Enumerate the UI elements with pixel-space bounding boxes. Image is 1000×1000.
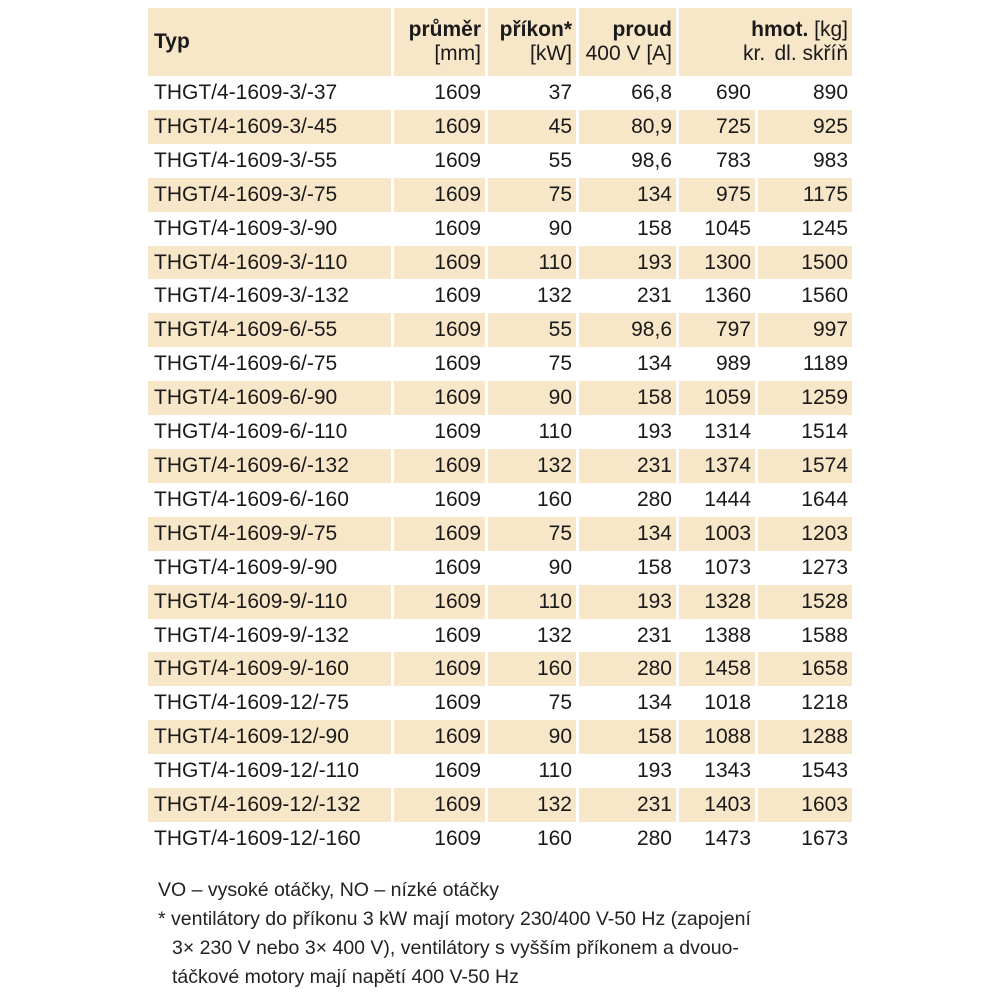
header-hmot-unit: [kg]	[814, 18, 849, 41]
cell-dl: 1673	[801, 826, 849, 850]
cell-kr: 1403	[679, 788, 755, 822]
cell-proud: 280	[636, 826, 672, 850]
table-row	[148, 279, 852, 313]
cell-prumer: 1609	[434, 420, 481, 444]
cell-proud: 158	[579, 381, 676, 415]
cell-prumer: 1609	[394, 652, 485, 686]
cell-proud: 280	[636, 487, 672, 511]
cell-dl: 1658	[758, 652, 852, 686]
cell-kr: 1073	[704, 555, 751, 579]
cell-prumer: 1609	[394, 246, 485, 280]
cell-dl: 1288	[758, 720, 852, 754]
cell-prikon: 110	[488, 585, 576, 619]
cell-dl: 1543	[801, 759, 849, 783]
cell-dl: 890	[812, 81, 849, 104]
cell-proud: 158	[636, 216, 672, 240]
cell-dl: 1644	[801, 487, 849, 511]
header-prumer-title: průměr	[408, 18, 481, 41]
table-row	[148, 313, 852, 347]
cell-kr: 1059	[679, 381, 755, 415]
cell-prikon: 160	[536, 487, 572, 511]
cell-prumer: 1609	[434, 81, 481, 104]
footnote-line-2: * ventilátory do příkonu 3 kW mají motory 230/400 V-50 Hz (zapojení	[158, 908, 751, 930]
cell-prumer: 1609	[394, 788, 485, 822]
header-prikon	[488, 8, 576, 76]
header-hmot-title: hmot.	[751, 18, 809, 41]
cell-proud: 134	[579, 178, 676, 212]
cell-prikon: 132	[488, 788, 576, 822]
header-hmot	[679, 8, 852, 76]
cell-dl: 925	[758, 110, 852, 144]
footnote-line-1: VO – vysoké otáčky, NO – nízké otáčky	[158, 879, 500, 901]
footnote-line-4: táčkové motory mají napětí 400 V-50 Hz	[172, 966, 519, 988]
footnotes	[158, 876, 878, 992]
cell-prumer: 1609	[394, 720, 485, 754]
table-row	[148, 686, 852, 720]
table-row	[148, 212, 852, 246]
cell-dl: 1273	[801, 555, 849, 579]
cell-kr: 1088	[679, 720, 755, 754]
cell-dl: 1574	[758, 449, 852, 483]
cell-typ: THGT/4-1609-6/-132	[148, 449, 391, 483]
cell-prumer: 1609	[394, 517, 485, 551]
cell-proud: 134	[636, 691, 672, 715]
cell-typ: THGT/4-1609-12/-132	[148, 788, 391, 822]
cell-kr: 989	[715, 352, 751, 376]
cell-kr: 1388	[704, 623, 751, 647]
cell-proud: 280	[579, 652, 676, 686]
table-row	[148, 110, 852, 144]
cell-prumer: 1609	[434, 826, 481, 850]
cell-typ: THGT/4-1609-3/-37	[154, 81, 338, 104]
table-row	[148, 246, 852, 280]
header-typ: Typ	[148, 8, 391, 76]
cell-proud: 158	[636, 555, 672, 579]
table-row	[148, 788, 852, 822]
cell-dl: 1259	[758, 381, 852, 415]
cell-typ: THGT/4-1609-12/-160	[154, 826, 361, 850]
cell-prikon: 55	[488, 313, 576, 347]
cell-proud: 98,6	[631, 148, 672, 172]
table-row	[148, 178, 852, 212]
cell-prikon: 90	[488, 720, 576, 754]
cell-prikon: 132	[536, 284, 572, 308]
cell-proud: 193	[636, 759, 672, 783]
cell-proud: 98,6	[579, 313, 676, 347]
header-hmot-kr: kr.	[743, 42, 766, 65]
cell-typ: THGT/4-1609-3/-75	[148, 178, 391, 212]
cell-typ: THGT/4-1609-9/-90	[154, 555, 338, 579]
cell-typ: THGT/4-1609-3/-132	[154, 284, 349, 308]
cell-prumer: 1609	[434, 148, 481, 172]
cell-kr: 1300	[679, 246, 755, 280]
cell-prikon: 160	[488, 652, 576, 686]
cell-prumer: 1609	[394, 178, 485, 212]
table-row	[148, 652, 852, 686]
cell-prumer: 1609	[394, 585, 485, 619]
table-row	[148, 483, 852, 517]
cell-kr: 690	[715, 81, 751, 104]
cell-prikon: 90	[548, 555, 572, 579]
table-row	[148, 76, 852, 110]
cell-prumer: 1609	[434, 487, 481, 511]
table-row	[148, 585, 852, 619]
cell-prumer: 1609	[434, 216, 481, 240]
cell-proud: 231	[579, 449, 676, 483]
table-row	[148, 415, 852, 449]
header-proud-title: proud	[612, 18, 672, 41]
cell-prumer: 1609	[434, 759, 481, 783]
header-prumer	[394, 8, 485, 76]
table-row	[148, 517, 852, 551]
cell-kr: 1360	[704, 284, 751, 308]
cell-dl: 1218	[801, 691, 849, 715]
table-row	[148, 720, 852, 754]
cell-typ: THGT/4-1609-9/-75	[148, 517, 391, 551]
footnote-line-3: 3× 230 V nebo 3× 400 V), ventilátory s vyšším příkonem a dvouo-	[172, 937, 739, 959]
cell-prumer: 1609	[394, 449, 485, 483]
cell-prumer: 1609	[394, 313, 485, 347]
cell-dl: 1514	[801, 420, 849, 444]
cell-kr: 1314	[704, 420, 751, 444]
cell-dl: 1528	[758, 585, 852, 619]
cell-kr: 1018	[704, 691, 751, 715]
cell-typ: THGT/4-1609-9/-110	[148, 585, 391, 619]
cell-proud: 193	[579, 246, 676, 280]
cell-typ: THGT/4-1609-3/-90	[154, 216, 338, 240]
cell-dl: 1245	[801, 216, 849, 240]
cell-proud: 80,9	[579, 110, 676, 144]
header-prumer-unit: [mm]	[434, 42, 481, 65]
cell-prumer: 1609	[434, 352, 481, 376]
cell-typ: THGT/4-1609-9/-132	[154, 623, 349, 647]
cell-typ: THGT/4-1609-6/-160	[154, 487, 349, 511]
cell-proud: 134	[579, 517, 676, 551]
cell-prikon: 160	[536, 826, 572, 850]
cell-proud: 193	[636, 420, 672, 444]
spec-table-container	[148, 8, 852, 856]
header-prikon-unit: [kW]	[530, 42, 572, 65]
table-row	[148, 754, 852, 788]
cell-typ: THGT/4-1609-3/-45	[148, 110, 391, 144]
cell-kr: 1444	[704, 487, 751, 511]
cell-typ: THGT/4-1609-12/-90	[148, 720, 391, 754]
cell-typ: THGT/4-1609-3/-110	[148, 246, 391, 280]
cell-dl: 1588	[801, 623, 849, 647]
table-row	[148, 381, 852, 415]
cell-proud: 231	[636, 623, 672, 647]
header-prikon-title: příkon*	[499, 18, 572, 41]
cell-kr: 797	[679, 313, 755, 347]
cell-prikon: 132	[488, 449, 576, 483]
cell-prikon: 75	[548, 691, 572, 715]
cell-proud: 158	[579, 720, 676, 754]
cell-kr: 1343	[704, 759, 751, 783]
cell-prikon: 37	[548, 81, 572, 104]
cell-prikon: 75	[488, 178, 576, 212]
cell-prikon: 45	[488, 110, 576, 144]
cell-dl: 997	[758, 313, 852, 347]
cell-proud: 66,8	[631, 81, 672, 104]
cell-typ: THGT/4-1609-6/-90	[148, 381, 391, 415]
cell-typ: THGT/4-1609-6/-110	[154, 420, 348, 444]
cell-prumer: 1609	[434, 623, 481, 647]
spec-table	[145, 8, 855, 856]
cell-typ: THGT/4-1609-6/-75	[154, 352, 338, 376]
cell-dl: 1500	[758, 246, 852, 280]
cell-prikon: 110	[538, 420, 572, 444]
cell-dl: 1189	[802, 352, 849, 376]
table-row	[148, 449, 852, 483]
table-row	[148, 822, 852, 856]
cell-dl: 1203	[758, 517, 852, 551]
cell-kr: 783	[715, 148, 751, 172]
cell-proud: 231	[636, 284, 672, 308]
cell-proud: 134	[636, 352, 672, 376]
cell-prikon: 90	[548, 216, 572, 240]
table-row	[148, 619, 852, 653]
table-row	[148, 347, 852, 381]
cell-kr: 1473	[704, 826, 751, 850]
cell-typ: THGT/4-1609-9/-160	[148, 652, 391, 686]
table-header-row	[148, 8, 852, 76]
cell-proud: 231	[579, 788, 676, 822]
cell-prumer: 1609	[434, 555, 481, 579]
cell-prumer: 1609	[394, 110, 485, 144]
cell-dl: 1603	[758, 788, 852, 822]
cell-prumer: 1609	[434, 691, 481, 715]
table-row	[148, 144, 852, 178]
header-proud-unit: 400 V [A]	[585, 42, 672, 65]
header-proud	[579, 8, 676, 76]
cell-kr: 1045	[704, 216, 751, 240]
cell-prikon: 75	[488, 517, 576, 551]
cell-prumer: 1609	[394, 381, 485, 415]
cell-typ: THGT/4-1609-12/-110	[154, 759, 360, 783]
cell-kr: 725	[679, 110, 755, 144]
cell-kr: 975	[679, 178, 755, 212]
cell-prikon: 90	[488, 381, 576, 415]
cell-prikon: 110	[488, 246, 576, 280]
cell-kr: 1003	[679, 517, 755, 551]
cell-prumer: 1609	[434, 284, 481, 308]
cell-prikon: 55	[548, 148, 572, 172]
cell-proud: 193	[579, 585, 676, 619]
table-body	[148, 76, 852, 856]
cell-kr: 1328	[679, 585, 755, 619]
header-hmot-dl: dl. skříň	[774, 42, 849, 65]
cell-typ: THGT/4-1609-3/-55	[154, 148, 338, 172]
cell-dl: 983	[812, 148, 849, 172]
cell-dl: 1560	[801, 284, 849, 308]
cell-dl: 1175	[758, 178, 852, 212]
cell-typ: THGT/4-1609-12/-75	[154, 691, 349, 715]
cell-prikon: 75	[548, 352, 572, 376]
cell-kr: 1458	[679, 652, 755, 686]
table-row	[148, 551, 852, 585]
cell-prikon: 132	[536, 623, 572, 647]
cell-kr: 1374	[679, 449, 755, 483]
cell-typ: THGT/4-1609-6/-55	[148, 313, 391, 347]
cell-prikon: 110	[538, 759, 572, 783]
